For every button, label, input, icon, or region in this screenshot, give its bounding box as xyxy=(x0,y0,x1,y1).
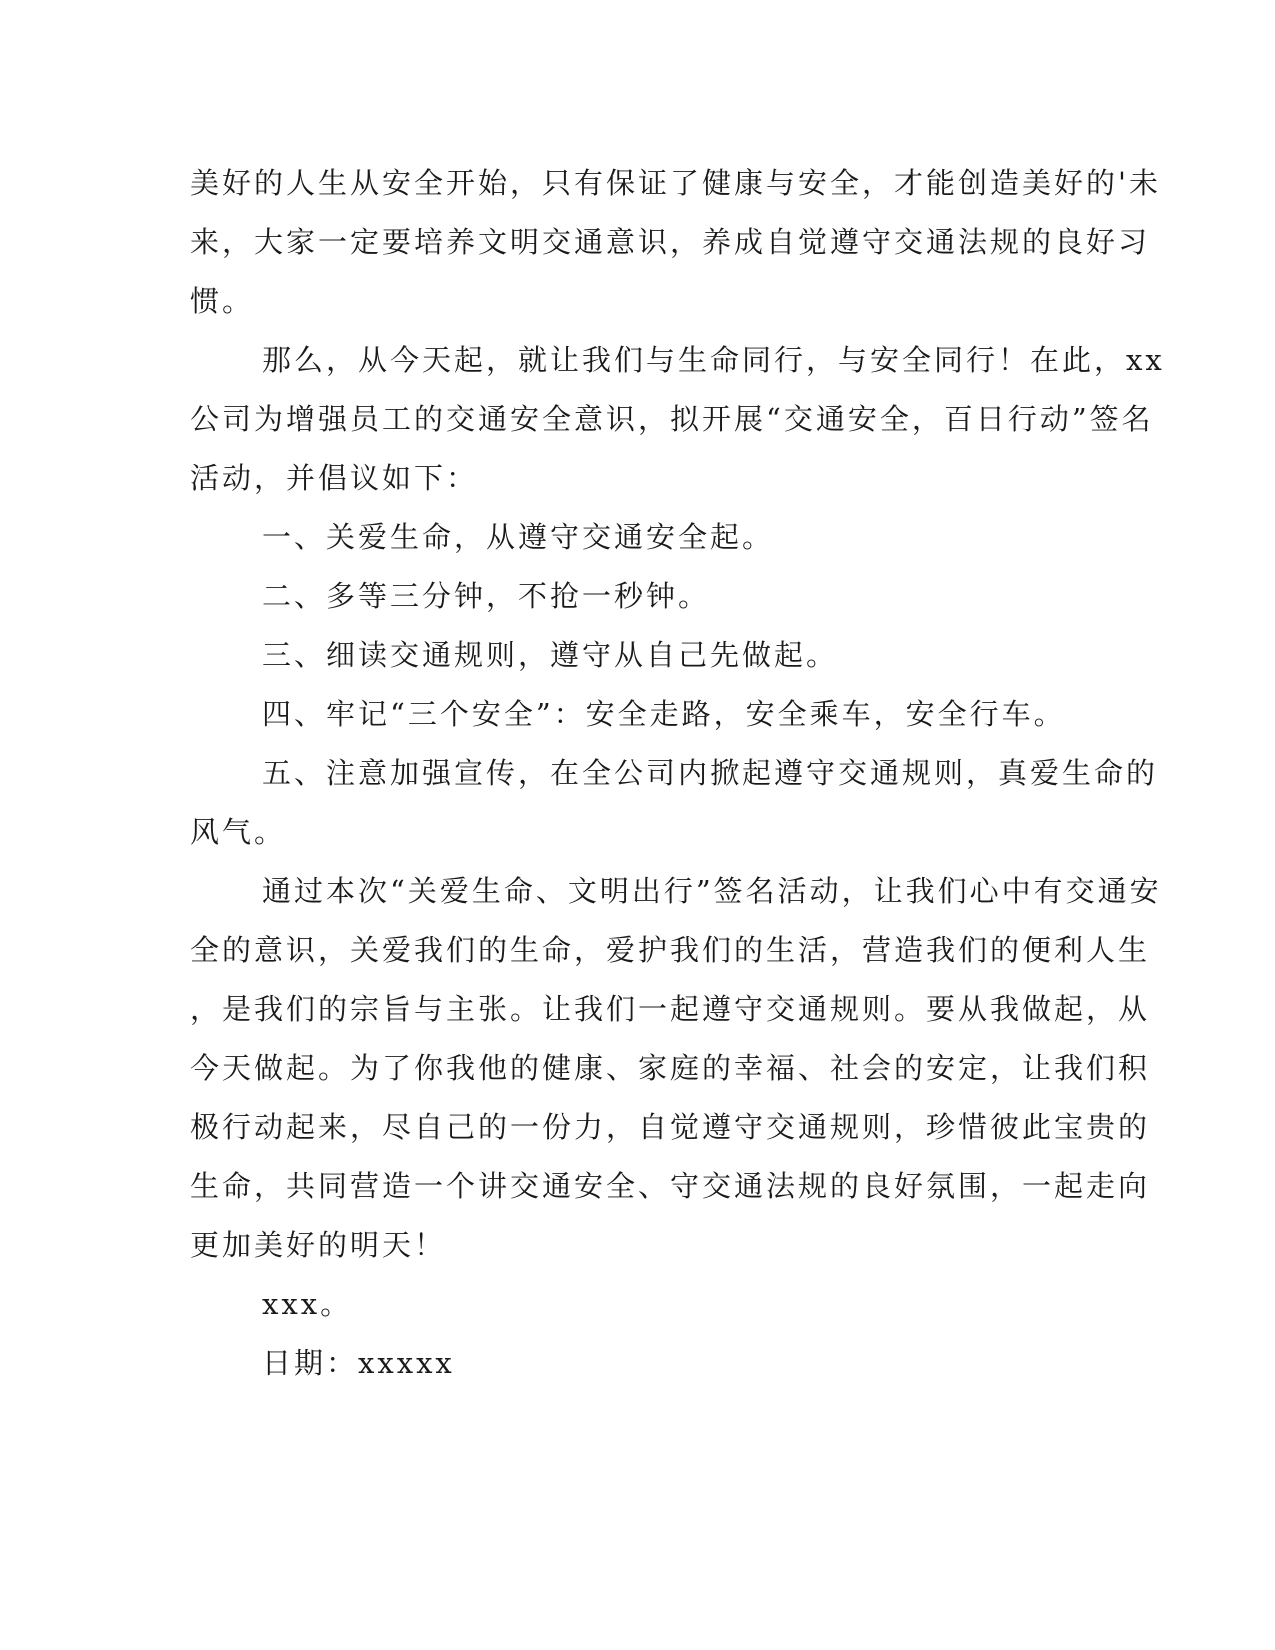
date-line: 日期：xxxxx xyxy=(262,1346,455,1380)
paragraph-3-line-2: 全的意识，关爱我们的生命，爱护我们的生活，营造我们的便利人生 xyxy=(190,933,1151,967)
paragraph-2-line-2: 公司为增强员工的交通安全意识，拟开展“交通安全，百日行动”签名 xyxy=(190,402,1154,436)
paragraph-3-line-5: 极行动起来，尽自己的一份力，自觉遵守交通规则，珍惜彼此宝贵的 xyxy=(190,1110,1151,1144)
paragraph-3-line-1: 通过本次“关爱生命、文明出行”签名活动，让我们心中有交通安 xyxy=(262,874,1162,908)
list-item-5-line-1: 五、注意加强宣传，在全公司内掀起遵守交通规则，真爱生命的 xyxy=(262,756,1159,790)
paragraph-3-line-7: 更加美好的明天！ xyxy=(190,1228,447,1262)
paragraph-1-line-2: 来，大家一定要培养文明交通意识，养成自觉遵守交通法规的良好习 xyxy=(190,225,1151,259)
paragraph-3-line-3: ，是我们的宗旨与主张。让我们一起遵守交通规则。要从我做起，从 xyxy=(190,992,1151,1026)
paragraph-2-line-1: 那么，从今天起，就让我们与生命同行，与安全同行！在此，xx xyxy=(262,343,1165,377)
paragraph-3-line-4: 今天做起。为了你我他的健康、家庭的幸福、社会的安定，让我们积 xyxy=(190,1051,1151,1085)
list-item-1: 一、关爱生命，从遵守交通安全起。 xyxy=(262,520,775,554)
paragraph-2-line-3: 活动，并倡议如下： xyxy=(190,461,479,495)
paragraph-1-line-1: 美好的人生从安全开始，只有保证了健康与安全，才能创造美好的'未 xyxy=(190,166,1161,200)
list-item-3: 三、细读交通规则，遵守从自己先做起。 xyxy=(262,638,839,672)
list-item-5-line-2: 风气。 xyxy=(190,815,287,849)
signature: xxx。 xyxy=(262,1287,353,1321)
list-item-2: 二、多等三分钟，不抢一秒钟。 xyxy=(262,579,711,613)
paragraph-1-line-3: 惯。 xyxy=(190,284,255,318)
paragraph-3-line-6: 生命，共同营造一个讲交通安全、守交通法规的良好氛围，一起走向 xyxy=(190,1169,1151,1203)
list-item-4: 四、牢记“三个安全”：安全走路，安全乘车，安全行车。 xyxy=(262,697,1066,731)
